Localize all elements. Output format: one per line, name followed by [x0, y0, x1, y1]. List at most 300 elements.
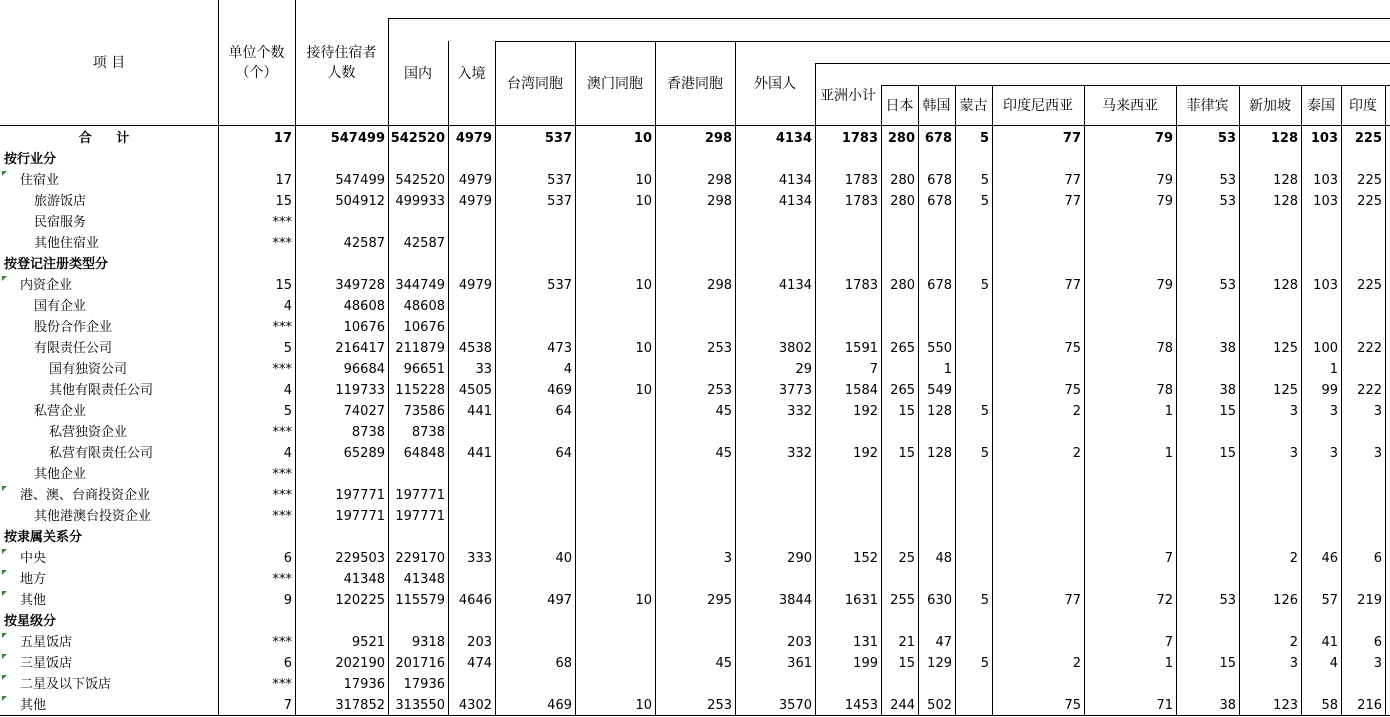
row-label: 其他: [20, 698, 47, 713]
value-cell: [656, 296, 735, 317]
value-cell: 10676: [343, 320, 385, 335]
value-cell: [656, 569, 735, 590]
value-cell: [1085, 674, 1176, 695]
value-cell: 253: [707, 698, 732, 713]
value-cell: [882, 674, 918, 695]
value-cell: 77: [1064, 593, 1081, 608]
value-cell: [1177, 359, 1239, 380]
header-units: 单位个数 （个）: [228, 45, 285, 81]
value-cell: [736, 317, 815, 338]
value-cell: [736, 569, 815, 590]
value-cell: 229503: [335, 551, 385, 566]
value-cell: [1342, 296, 1385, 317]
value-cell: 280: [890, 173, 915, 188]
value-cell: [816, 317, 881, 338]
value-cell: 441: [467, 404, 492, 419]
value-cell: [1085, 212, 1176, 233]
value-cell: [576, 485, 655, 506]
value-cell: 42587: [403, 236, 445, 251]
value-cell: 192: [853, 404, 878, 419]
value-cell: [496, 485, 575, 506]
value-cell: [1177, 464, 1239, 485]
value-cell: 197771: [335, 509, 385, 524]
value-cell: 225: [1357, 194, 1382, 209]
value-cell: 125: [1273, 383, 1298, 398]
cell-marker-icon: [2, 675, 7, 680]
value-cell: 103: [1313, 173, 1338, 188]
value-cell: [1240, 506, 1301, 527]
header-indonesia: 印度尼西亚: [1003, 98, 1073, 114]
value-cell: 298: [707, 278, 732, 293]
value-cell: 4979: [458, 173, 492, 188]
value-cell: [656, 359, 735, 380]
value-cell: 349728: [335, 278, 385, 293]
value-cell: 6: [1373, 551, 1382, 566]
value-cell: 1: [943, 362, 952, 377]
value-cell: [1177, 233, 1239, 254]
value-cell: 45: [715, 404, 732, 419]
value-cell: [882, 422, 918, 443]
row-label: 私营企业: [34, 404, 87, 419]
value-cell: [956, 506, 992, 527]
cell-marker-icon: [2, 696, 7, 701]
value-cell: 46: [1321, 551, 1338, 566]
value-cell: 4: [1329, 656, 1338, 671]
row-label: 三星饭店: [20, 656, 73, 671]
value-cell: 129: [927, 656, 952, 671]
value-cell: 64: [555, 404, 572, 419]
cell-marker-icon: [2, 171, 7, 176]
header-rule: [815, 63, 1390, 64]
header-column-divider: [575, 41, 576, 125]
value-cell: [956, 380, 992, 401]
value-cell: 9521: [351, 635, 385, 650]
value-cell: 3844: [778, 593, 812, 608]
value-cell: [919, 233, 955, 254]
row-label: 其他港澳台投资企业: [34, 509, 152, 524]
value-cell: 96684: [343, 362, 385, 377]
value-cell: [1302, 569, 1341, 590]
value-cell: [576, 632, 655, 653]
value-cell: 48608: [403, 299, 445, 314]
value-cell: 201716: [395, 656, 445, 671]
header-singapore: 新加坡: [1249, 98, 1291, 114]
value-cell: [1240, 485, 1301, 506]
value-cell: 317852: [335, 698, 385, 713]
value-cell: [1177, 674, 1239, 695]
value-cell: 199: [853, 656, 878, 671]
value-cell: [1240, 422, 1301, 443]
value-cell: [1240, 464, 1301, 485]
value-cell: 5: [980, 404, 989, 419]
section-label: 按星级分: [4, 614, 57, 629]
value-cell: [956, 485, 992, 506]
value-cell: [816, 212, 881, 233]
value-cell: [1085, 506, 1176, 527]
value-cell: [1342, 422, 1385, 443]
value-cell: 298: [707, 173, 732, 188]
value-cell: 3: [723, 551, 732, 566]
value-cell: [1240, 317, 1301, 338]
value-cell: 3: [1373, 404, 1382, 419]
value-cell: 17: [273, 131, 292, 146]
value-cell: 1783: [844, 278, 878, 293]
value-cell: 537: [547, 173, 572, 188]
value-cell: 128: [1273, 194, 1298, 209]
value-cell: [1342, 485, 1385, 506]
header-column-divider: [735, 41, 736, 125]
value-cell: 77: [1064, 194, 1081, 209]
value-cell: 229170: [395, 551, 445, 566]
value-cell: [1302, 506, 1341, 527]
value-cell: [496, 212, 575, 233]
value-cell: 9318: [411, 635, 445, 650]
header-bottom-rule: [0, 125, 1390, 126]
value-cell: ***: [272, 320, 292, 335]
value-cell: [816, 506, 881, 527]
header-macau: 澳门同胞: [587, 76, 643, 92]
value-cell: 4134: [778, 278, 812, 293]
value-cell: [496, 296, 575, 317]
value-cell: 10676: [403, 320, 445, 335]
value-cell: 6: [283, 551, 292, 566]
value-cell: 253: [707, 383, 732, 398]
value-cell: [736, 212, 815, 233]
value-cell: 1783: [844, 173, 878, 188]
value-cell: [656, 317, 735, 338]
value-cell: 255: [890, 593, 915, 608]
cell-marker-icon: [2, 633, 7, 638]
value-cell: 53: [1219, 593, 1236, 608]
value-cell: 222: [1357, 383, 1382, 398]
header-rule: [388, 18, 1390, 19]
value-cell: 474: [467, 656, 492, 671]
value-cell: [956, 569, 992, 590]
value-cell: 45: [715, 446, 732, 461]
header-taiwan: 台湾同胞: [507, 76, 563, 92]
value-cell: [736, 233, 815, 254]
value-cell: [449, 674, 495, 695]
cell-marker-icon: [2, 654, 7, 659]
value-cell: [576, 674, 655, 695]
header-column-divider: [655, 41, 656, 125]
value-cell: [656, 506, 735, 527]
value-cell: [1085, 464, 1176, 485]
cell-marker-icon: [2, 570, 7, 575]
value-cell: 10: [635, 593, 652, 608]
value-cell: [656, 212, 735, 233]
value-cell: 123: [1273, 698, 1298, 713]
value-cell: [1177, 548, 1239, 569]
value-cell: 542520: [395, 173, 445, 188]
value-cell: 79: [1156, 194, 1173, 209]
value-cell: [449, 422, 495, 443]
value-cell: [919, 485, 955, 506]
value-cell: [919, 569, 955, 590]
value-cell: 17936: [403, 677, 445, 692]
value-cell: [919, 296, 955, 317]
value-cell: [736, 296, 815, 317]
header-column-divider: [992, 85, 993, 125]
value-cell: [656, 632, 735, 653]
header-column-divider: [495, 41, 496, 125]
header-philippines: 菲律宾: [1186, 98, 1229, 114]
value-cell: 5: [980, 278, 989, 293]
value-cell: 8738: [411, 425, 445, 440]
value-cell: 79: [1156, 278, 1173, 293]
value-cell: 469: [547, 383, 572, 398]
cell-marker-icon: [2, 486, 7, 491]
value-cell: 298: [707, 194, 732, 209]
value-cell: [1177, 485, 1239, 506]
value-cell: 3: [1289, 404, 1298, 419]
value-cell: [449, 212, 495, 233]
value-cell: 332: [787, 404, 812, 419]
value-cell: [1177, 212, 1239, 233]
value-cell: [496, 317, 575, 338]
value-cell: [956, 359, 992, 380]
row-label: 有限责任公司: [34, 341, 113, 356]
value-cell: 3802: [778, 341, 812, 356]
value-cell: [1177, 506, 1239, 527]
value-cell: 497: [547, 593, 572, 608]
value-cell: 1: [1164, 656, 1173, 671]
value-cell: [1177, 569, 1239, 590]
header-item: 项 目: [92, 54, 126, 71]
value-cell: 216: [1357, 698, 1382, 713]
value-cell: 2: [1072, 656, 1081, 671]
value-cell: [816, 674, 881, 695]
value-cell: [1177, 317, 1239, 338]
value-cell: 547499: [335, 173, 385, 188]
value-cell: 120225: [335, 593, 385, 608]
value-cell: 4979: [458, 278, 492, 293]
value-cell: 21: [898, 635, 915, 650]
value-cell: 203: [467, 635, 492, 650]
value-cell: 99: [1321, 383, 1338, 398]
value-cell: [993, 212, 1084, 233]
value-cell: ***: [272, 488, 292, 503]
value-cell: 5: [283, 341, 292, 356]
value-cell: 58: [1321, 698, 1338, 713]
value-cell: 192: [853, 446, 878, 461]
value-cell: 630: [927, 593, 952, 608]
value-cell: [1240, 212, 1301, 233]
value-cell: 6: [283, 656, 292, 671]
header-india: 印度: [1349, 98, 1377, 114]
value-cell: 38: [1219, 383, 1236, 398]
value-cell: [576, 506, 655, 527]
value-cell: [449, 317, 495, 338]
header-column-divider: [815, 63, 816, 125]
value-cell: 295: [707, 593, 732, 608]
value-cell: 678: [927, 173, 952, 188]
row-label: 私营独资企业: [49, 425, 128, 440]
value-cell: [576, 212, 655, 233]
header-column-divider: [295, 0, 296, 125]
value-cell: 125: [1273, 341, 1298, 356]
header-column-divider: [1176, 85, 1177, 125]
value-cell: [919, 674, 955, 695]
value-cell: 1: [1164, 446, 1173, 461]
value-cell: 48608: [343, 299, 385, 314]
value-cell: 502: [927, 698, 952, 713]
value-cell: 57: [1321, 593, 1338, 608]
value-cell: [576, 443, 655, 464]
value-cell: [736, 422, 815, 443]
value-cell: [576, 401, 655, 422]
value-cell: [1302, 485, 1341, 506]
value-cell: [496, 632, 575, 653]
value-cell: [449, 233, 495, 254]
value-cell: [296, 212, 388, 233]
value-cell: 469: [547, 698, 572, 713]
value-cell: 103: [1313, 278, 1338, 293]
value-cell: [919, 506, 955, 527]
value-cell: 96651: [403, 362, 445, 377]
value-cell: 4: [283, 383, 292, 398]
value-cell: 115228: [395, 383, 445, 398]
value-cell: [296, 464, 388, 485]
value-cell: 47: [935, 635, 952, 650]
value-cell: 265: [890, 383, 915, 398]
value-cell: [656, 485, 735, 506]
value-cell: 4979: [458, 194, 492, 209]
value-cell: 53: [1219, 173, 1236, 188]
section-label: 按隶属关系分: [4, 530, 83, 545]
value-cell: [882, 485, 918, 506]
value-cell: [956, 296, 992, 317]
value-cell: 4302: [458, 698, 492, 713]
value-cell: 499933: [395, 194, 445, 209]
value-cell: 3: [1373, 446, 1382, 461]
value-cell: 1783: [841, 131, 878, 146]
value-cell: 79: [1156, 173, 1173, 188]
value-cell: [449, 485, 495, 506]
value-cell: 42587: [343, 236, 385, 251]
value-cell: [576, 548, 655, 569]
value-cell: ***: [272, 677, 292, 692]
value-cell: 115579: [395, 593, 445, 608]
value-cell: [993, 359, 1084, 380]
header-inbound: 入境: [457, 66, 486, 82]
value-cell: 298: [704, 131, 732, 146]
value-cell: 4: [563, 362, 572, 377]
header-malaysia: 马来西亚: [1102, 98, 1158, 114]
row-label: 其他: [20, 593, 47, 608]
value-cell: 4: [283, 446, 292, 461]
value-cell: [993, 233, 1084, 254]
value-cell: [993, 569, 1084, 590]
value-cell: 41348: [343, 572, 385, 587]
row-label: 住宿业: [20, 173, 60, 188]
value-cell: [1342, 569, 1385, 590]
value-cell: 504912: [335, 194, 385, 209]
value-cell: 3: [1373, 656, 1382, 671]
value-cell: 128: [927, 446, 952, 461]
value-cell: [956, 212, 992, 233]
value-cell: 10: [635, 194, 652, 209]
value-cell: 78: [1156, 383, 1173, 398]
value-cell: 128: [1273, 278, 1298, 293]
value-cell: 77: [1062, 131, 1081, 146]
value-cell: 225: [1354, 131, 1382, 146]
value-cell: ***: [272, 635, 292, 650]
value-cell: 38: [1219, 698, 1236, 713]
value-cell: 244: [890, 698, 915, 713]
value-cell: [1177, 632, 1239, 653]
column-divider: [1385, 125, 1386, 715]
value-cell: 15: [1219, 656, 1236, 671]
value-cell: [576, 233, 655, 254]
value-cell: 280: [890, 278, 915, 293]
row-label: 其他住宿业: [34, 236, 100, 251]
value-cell: 216417: [335, 341, 385, 356]
value-cell: [956, 674, 992, 695]
value-cell: ***: [272, 509, 292, 524]
value-cell: [496, 569, 575, 590]
value-cell: [956, 317, 992, 338]
value-cell: 473: [547, 341, 572, 356]
value-cell: [1342, 317, 1385, 338]
value-cell: 33: [475, 362, 492, 377]
value-cell: 17: [275, 173, 292, 188]
cell-marker-icon: [2, 549, 7, 554]
value-cell: 15: [275, 194, 292, 209]
value-cell: [993, 422, 1084, 443]
row-label: 内资企业: [20, 278, 73, 293]
value-cell: 75: [1064, 341, 1081, 356]
value-cell: [993, 506, 1084, 527]
cell-marker-icon: [2, 591, 7, 596]
value-cell: 3: [1289, 446, 1298, 461]
value-cell: 3: [1289, 656, 1298, 671]
value-cell: 203: [787, 635, 812, 650]
value-cell: 128: [927, 404, 952, 419]
value-cell: 5: [980, 446, 989, 461]
value-cell: [1302, 317, 1341, 338]
value-cell: [816, 569, 881, 590]
cell-marker-icon: [2, 276, 7, 281]
value-cell: 5: [980, 593, 989, 608]
value-cell: [576, 359, 655, 380]
value-cell: 15: [1219, 446, 1236, 461]
row-label: 旅游饭店: [34, 194, 87, 209]
value-cell: [956, 422, 992, 443]
value-cell: 313550: [395, 698, 445, 713]
value-cell: [993, 674, 1084, 695]
value-cell: 71: [1156, 698, 1173, 713]
value-cell: [1085, 359, 1176, 380]
value-cell: 550: [927, 341, 952, 356]
value-cell: 41: [1321, 635, 1338, 650]
value-cell: 542520: [390, 131, 445, 146]
value-cell: 202190: [335, 656, 385, 671]
header-rule: [881, 85, 1390, 86]
value-cell: 6: [1373, 635, 1382, 650]
value-cell: 7: [283, 698, 292, 713]
value-cell: [389, 464, 448, 485]
value-cell: 131: [853, 635, 878, 650]
value-cell: 25: [898, 551, 915, 566]
value-cell: [1085, 317, 1176, 338]
header-guests: 接待住宿者 人数: [306, 45, 377, 81]
value-cell: 73586: [403, 404, 445, 419]
value-cell: 10: [635, 278, 652, 293]
value-cell: 1: [1329, 362, 1338, 377]
value-cell: [496, 506, 575, 527]
value-cell: 10: [635, 341, 652, 356]
